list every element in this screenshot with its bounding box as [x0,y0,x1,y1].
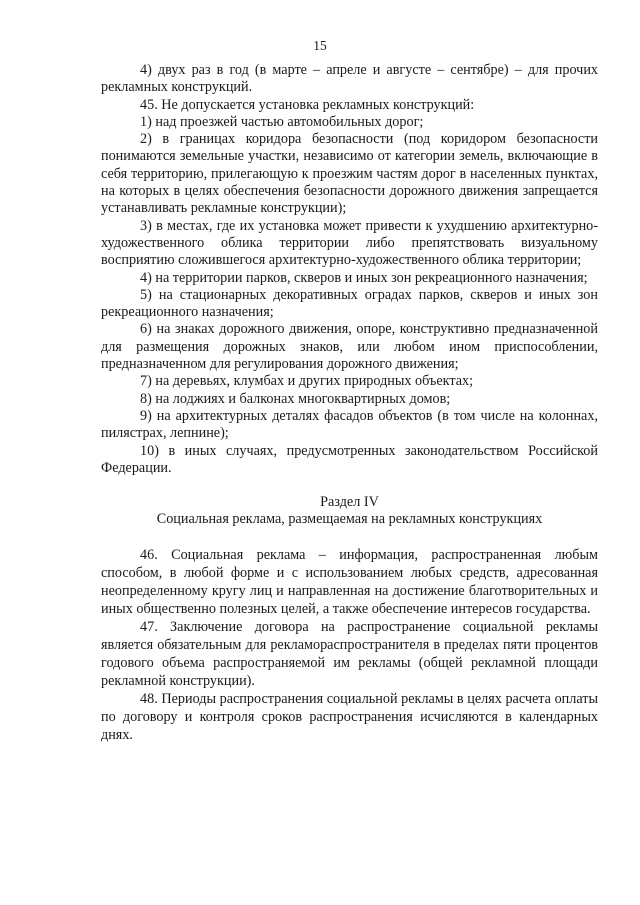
list-item-5: 5) на стационарных декоративных оградах парков, скверов и иных зон рекреационного назначения; [101,286,598,321]
paragraph-45: 45. Не допускается установка рекламных конструкций: [140,96,475,113]
spacer [101,529,598,546]
list-item-9: 9) на архитектурных деталях фасадов объектов (в том числе на колоннах, пилястрах, лепнине); [101,407,598,442]
paragraph-48: 48. Периоды распространения социальной рекламы в целях расчета оплаты по договору и контроля сроков распространения исчисляются в календарных днях. [101,690,598,743]
section-heading: Раздел IV [320,494,379,511]
page-number: 15 [313,38,327,53]
list-item-10: 10) в иных случаях, предусмотренных законодательством Российской Федерации. [101,442,598,476]
paragraph-47: 47. Заключение договора на распространение социальной рекламы является обязательным для рекламораспространителя в пределах пяти процентов годового объема распространяемой им рекламы (общей рекламной площади рекламной конструкции). [101,618,598,689]
paragraph-item-4-schedule: 4) двух раз в год (в марте – апреле и августе – сентябре) – для прочих рекламных конструкций. [101,62,598,96]
list-item-8: 8) на лоджиях и балконах многоквартирных домов; [140,390,451,407]
list-item-3: 3) в местах, где их установка может привести к ухудшению архитектурно-художественного облика территории либо препятствовать визуальному восприятию сложившегося архитектурно-художественного облика территории; [101,217,598,269]
social-ads-section [101,546,598,744]
list-item-4: 4) на территории парков, скверов и иных зон рекреационного назначения; [140,269,588,286]
list-item-6: 6) на знаках дорожного движения, опоре, конструктивно предназначенной для размещения дорожных знаков, или любом ином приспособлении, предназначенном для регулирования дорожного движения; [101,321,598,373]
list-item-7: 7) на деревьях, клумбах и других природных объектах; [140,373,474,390]
section-title: Социальная реклама, размещаемая на рекламных конструкциях [156,511,543,528]
spacer [101,477,598,494]
paragraph-46: 46. Социальная реклама – информация, распространенная любым способом, в любой форме и с использованием любых средств, адресованная неопределенному кругу лиц и направленная на достижение благотворительных и иных общественно полезных целей, а также обеспечение интересов государства. [101,546,598,617]
list-item-2: 2) в границах коридора безопасности (под коридором безопасности понимаются земельные участки, независимо от категории земель, включающие в себя территорию, прилегающую к проезжим частям дорог в населенных пунктах, на которых в целях обеспечения безопасности дорожного движения запрещается устанавливать рекламные конструкции); [101,131,598,217]
document-body [101,62,598,744]
list-item-1: 1) над проезжей частью автомобильных дорог; [140,113,424,130]
